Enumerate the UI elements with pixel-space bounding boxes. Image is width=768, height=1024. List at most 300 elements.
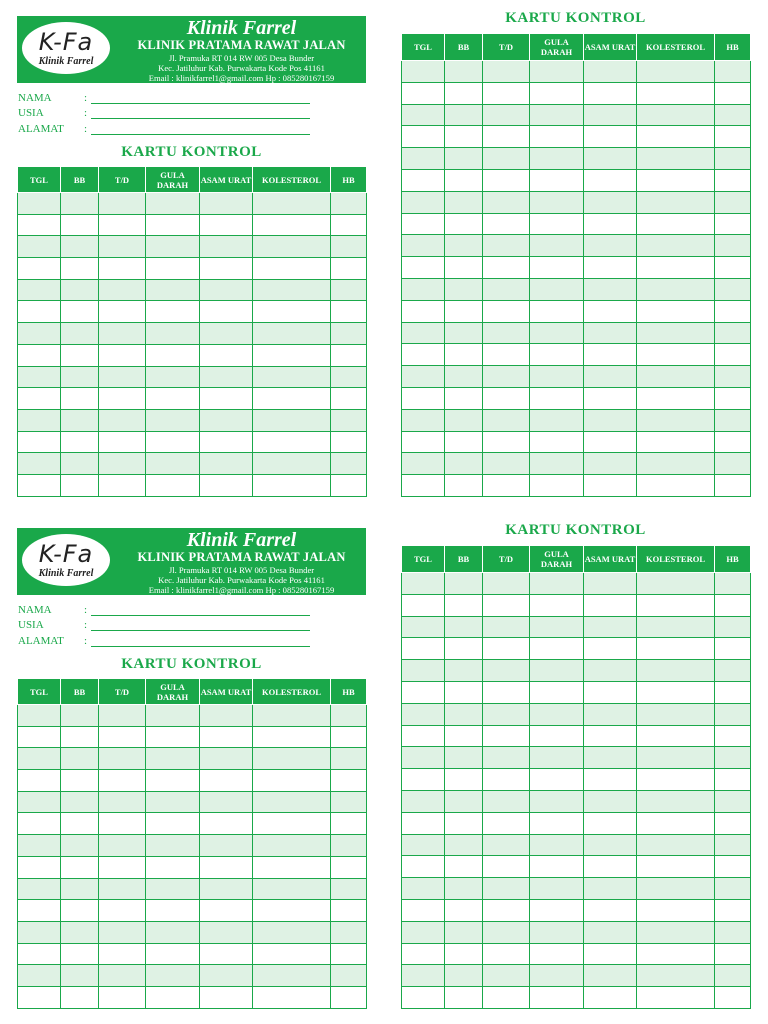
table-cell[interactable] — [200, 323, 253, 345]
table-cell[interactable] — [200, 236, 253, 258]
table-cell[interactable] — [483, 104, 530, 126]
table-cell[interactable] — [61, 813, 99, 835]
table-cell[interactable] — [146, 279, 200, 301]
table-cell[interactable] — [584, 812, 637, 834]
table-cell[interactable] — [445, 431, 483, 453]
table-cell[interactable] — [530, 453, 584, 475]
table-cell[interactable] — [530, 638, 584, 660]
table-cell[interactable] — [584, 703, 637, 725]
table-cell[interactable] — [146, 770, 200, 792]
table-cell[interactable] — [445, 82, 483, 104]
table-cell[interactable] — [61, 366, 99, 388]
table-cell[interactable] — [402, 921, 445, 943]
table-cell[interactable] — [637, 594, 715, 616]
table-cell[interactable] — [530, 300, 584, 322]
table-cell[interactable] — [445, 126, 483, 148]
table-cell[interactable] — [637, 235, 715, 257]
table-cell[interactable] — [331, 388, 367, 410]
table-cell[interactable] — [18, 726, 61, 748]
table-cell[interactable] — [200, 726, 253, 748]
table-cell[interactable] — [61, 474, 99, 496]
table-cell[interactable] — [402, 475, 445, 497]
table-cell[interactable] — [584, 878, 637, 900]
table-cell[interactable] — [584, 747, 637, 769]
table-cell[interactable] — [18, 943, 61, 965]
table-cell[interactable] — [402, 812, 445, 834]
table-cell[interactable] — [483, 453, 530, 475]
table-cell[interactable] — [584, 61, 637, 83]
table-cell[interactable] — [99, 431, 146, 453]
table-cell[interactable] — [530, 681, 584, 703]
table-cell[interactable] — [584, 681, 637, 703]
table-cell[interactable] — [146, 705, 200, 727]
table-cell[interactable] — [146, 236, 200, 258]
table-cell[interactable] — [445, 300, 483, 322]
table-cell[interactable] — [402, 61, 445, 83]
table-cell[interactable] — [637, 278, 715, 300]
table-cell[interactable] — [445, 453, 483, 475]
table-cell[interactable] — [200, 986, 253, 1008]
table-cell[interactable] — [99, 900, 146, 922]
table-cell[interactable] — [715, 431, 751, 453]
table-cell[interactable] — [253, 878, 331, 900]
table-cell[interactable] — [445, 965, 483, 987]
table-cell[interactable] — [18, 900, 61, 922]
table-cell[interactable] — [584, 475, 637, 497]
table-cell[interactable] — [530, 366, 584, 388]
table-cell[interactable] — [253, 835, 331, 857]
table-cell[interactable] — [99, 409, 146, 431]
table-cell[interactable] — [18, 965, 61, 987]
table-cell[interactable] — [483, 213, 530, 235]
table-cell[interactable] — [99, 214, 146, 236]
table-cell[interactable] — [18, 214, 61, 236]
table-cell[interactable] — [715, 747, 751, 769]
table-cell[interactable] — [99, 986, 146, 1008]
table-cell[interactable] — [61, 214, 99, 236]
table-cell[interactable] — [99, 193, 146, 215]
table-cell[interactable] — [483, 235, 530, 257]
table-cell[interactable] — [637, 921, 715, 943]
table-cell[interactable] — [637, 703, 715, 725]
field-line[interactable] — [91, 103, 310, 104]
field-line[interactable] — [91, 615, 310, 616]
table-cell[interactable] — [637, 965, 715, 987]
table-cell[interactable] — [530, 899, 584, 921]
table-cell[interactable] — [331, 279, 367, 301]
table-cell[interactable] — [99, 236, 146, 258]
table-cell[interactable] — [253, 431, 331, 453]
table-cell[interactable] — [99, 835, 146, 857]
table-cell[interactable] — [584, 790, 637, 812]
table-cell[interactable] — [253, 856, 331, 878]
table-cell[interactable] — [715, 475, 751, 497]
table-cell[interactable] — [715, 703, 751, 725]
table-cell[interactable] — [253, 474, 331, 496]
table-cell[interactable] — [715, 812, 751, 834]
table-cell[interactable] — [530, 191, 584, 213]
table-cell[interactable] — [445, 148, 483, 170]
table-cell[interactable] — [483, 856, 530, 878]
table-cell[interactable] — [402, 104, 445, 126]
table-cell[interactable] — [584, 409, 637, 431]
table-cell[interactable] — [584, 213, 637, 235]
table-cell[interactable] — [483, 322, 530, 344]
table-cell[interactable] — [200, 748, 253, 770]
table-cell[interactable] — [445, 790, 483, 812]
table-cell[interactable] — [584, 257, 637, 279]
table-cell[interactable] — [18, 705, 61, 727]
table-cell[interactable] — [483, 747, 530, 769]
table-cell[interactable] — [61, 705, 99, 727]
table-cell[interactable] — [715, 987, 751, 1009]
table-cell[interactable] — [61, 770, 99, 792]
table-cell[interactable] — [61, 388, 99, 410]
table-cell[interactable] — [637, 409, 715, 431]
table-cell[interactable] — [530, 409, 584, 431]
table-cell[interactable] — [483, 725, 530, 747]
table-cell[interactable] — [253, 813, 331, 835]
table-cell[interactable] — [402, 856, 445, 878]
table-cell[interactable] — [99, 301, 146, 323]
table-cell[interactable] — [715, 681, 751, 703]
table-cell[interactable] — [18, 236, 61, 258]
table-cell[interactable] — [61, 856, 99, 878]
table-cell[interactable] — [715, 104, 751, 126]
table-cell[interactable] — [146, 835, 200, 857]
table-cell[interactable] — [483, 660, 530, 682]
table-cell[interactable] — [584, 322, 637, 344]
table-cell[interactable] — [637, 834, 715, 856]
table-cell[interactable] — [530, 475, 584, 497]
table-cell[interactable] — [483, 769, 530, 791]
table-cell[interactable] — [200, 921, 253, 943]
table-cell[interactable] — [530, 594, 584, 616]
table-cell[interactable] — [402, 322, 445, 344]
table-cell[interactable] — [61, 965, 99, 987]
table-cell[interactable] — [483, 943, 530, 965]
table-cell[interactable] — [99, 474, 146, 496]
table-cell[interactable] — [253, 921, 331, 943]
table-cell[interactable] — [584, 594, 637, 616]
table-cell[interactable] — [99, 705, 146, 727]
table-cell[interactable] — [61, 878, 99, 900]
table-cell[interactable] — [483, 257, 530, 279]
table-cell[interactable] — [483, 616, 530, 638]
table-cell[interactable] — [253, 323, 331, 345]
table-cell[interactable] — [530, 82, 584, 104]
table-cell[interactable] — [99, 453, 146, 475]
table-cell[interactable] — [18, 921, 61, 943]
table-cell[interactable] — [715, 769, 751, 791]
table-cell[interactable] — [445, 61, 483, 83]
table-cell[interactable] — [200, 453, 253, 475]
table-cell[interactable] — [530, 431, 584, 453]
table-cell[interactable] — [637, 61, 715, 83]
table-cell[interactable] — [445, 213, 483, 235]
table-cell[interactable] — [253, 301, 331, 323]
table-cell[interactable] — [18, 474, 61, 496]
table-cell[interactable] — [61, 301, 99, 323]
table-cell[interactable] — [715, 856, 751, 878]
table-cell[interactable] — [61, 236, 99, 258]
table-cell[interactable] — [402, 899, 445, 921]
table-cell[interactable] — [99, 943, 146, 965]
table-cell[interactable] — [146, 409, 200, 431]
table-cell[interactable] — [715, 322, 751, 344]
table-cell[interactable] — [483, 431, 530, 453]
table-cell[interactable] — [331, 965, 367, 987]
table-cell[interactable] — [331, 258, 367, 280]
table-cell[interactable] — [402, 965, 445, 987]
table-cell[interactable] — [637, 987, 715, 1009]
table-cell[interactable] — [331, 236, 367, 258]
table-cell[interactable] — [637, 943, 715, 965]
table-cell[interactable] — [61, 900, 99, 922]
table-cell[interactable] — [445, 344, 483, 366]
table-cell[interactable] — [99, 726, 146, 748]
table-cell[interactable] — [483, 366, 530, 388]
table-cell[interactable] — [483, 638, 530, 660]
table-cell[interactable] — [637, 126, 715, 148]
table-cell[interactable] — [18, 323, 61, 345]
table-cell[interactable] — [530, 703, 584, 725]
table-cell[interactable] — [61, 835, 99, 857]
table-cell[interactable] — [253, 236, 331, 258]
table-cell[interactable] — [402, 344, 445, 366]
table-cell[interactable] — [445, 725, 483, 747]
table-cell[interactable] — [530, 987, 584, 1009]
table-cell[interactable] — [584, 387, 637, 409]
table-cell[interactable] — [146, 474, 200, 496]
table-cell[interactable] — [200, 835, 253, 857]
table-cell[interactable] — [402, 616, 445, 638]
table-cell[interactable] — [445, 878, 483, 900]
table-cell[interactable] — [253, 214, 331, 236]
table-cell[interactable] — [483, 812, 530, 834]
table-cell[interactable] — [637, 169, 715, 191]
table-cell[interactable] — [331, 705, 367, 727]
table-cell[interactable] — [584, 344, 637, 366]
table-cell[interactable] — [200, 388, 253, 410]
table-cell[interactable] — [483, 594, 530, 616]
table-cell[interactable] — [637, 475, 715, 497]
table-cell[interactable] — [584, 769, 637, 791]
table-cell[interactable] — [530, 387, 584, 409]
table-cell[interactable] — [637, 638, 715, 660]
table-cell[interactable] — [637, 790, 715, 812]
table-cell[interactable] — [200, 878, 253, 900]
table-cell[interactable] — [715, 594, 751, 616]
table-cell[interactable] — [715, 573, 751, 595]
table-cell[interactable] — [584, 300, 637, 322]
table-cell[interactable] — [402, 769, 445, 791]
table-cell[interactable] — [331, 791, 367, 813]
table-cell[interactable] — [715, 660, 751, 682]
table-cell[interactable] — [584, 278, 637, 300]
table-cell[interactable] — [483, 82, 530, 104]
table-cell[interactable] — [445, 616, 483, 638]
table-cell[interactable] — [637, 453, 715, 475]
table-cell[interactable] — [483, 899, 530, 921]
table-cell[interactable] — [402, 431, 445, 453]
table-cell[interactable] — [530, 660, 584, 682]
table-cell[interactable] — [584, 616, 637, 638]
table-cell[interactable] — [530, 856, 584, 878]
table-cell[interactable] — [331, 835, 367, 857]
table-cell[interactable] — [18, 301, 61, 323]
table-cell[interactable] — [402, 409, 445, 431]
table-cell[interactable] — [146, 726, 200, 748]
table-cell[interactable] — [253, 705, 331, 727]
table-cell[interactable] — [18, 279, 61, 301]
table-cell[interactable] — [402, 387, 445, 409]
table-cell[interactable] — [146, 453, 200, 475]
table-cell[interactable] — [637, 191, 715, 213]
table-cell[interactable] — [637, 213, 715, 235]
table-cell[interactable] — [99, 791, 146, 813]
table-cell[interactable] — [61, 193, 99, 215]
table-cell[interactable] — [331, 900, 367, 922]
table-cell[interactable] — [146, 921, 200, 943]
table-cell[interactable] — [99, 388, 146, 410]
table-cell[interactable] — [530, 769, 584, 791]
field-line[interactable] — [91, 630, 310, 631]
table-cell[interactable] — [200, 965, 253, 987]
table-cell[interactable] — [99, 878, 146, 900]
table-cell[interactable] — [445, 812, 483, 834]
table-cell[interactable] — [483, 387, 530, 409]
table-cell[interactable] — [584, 965, 637, 987]
table-cell[interactable] — [146, 388, 200, 410]
table-cell[interactable] — [99, 279, 146, 301]
table-cell[interactable] — [402, 257, 445, 279]
table-cell[interactable] — [637, 431, 715, 453]
table-cell[interactable] — [61, 986, 99, 1008]
table-cell[interactable] — [445, 366, 483, 388]
table-cell[interactable] — [200, 193, 253, 215]
table-cell[interactable] — [61, 258, 99, 280]
table-cell[interactable] — [99, 748, 146, 770]
table-cell[interactable] — [18, 791, 61, 813]
table-cell[interactable] — [445, 409, 483, 431]
table-cell[interactable] — [715, 148, 751, 170]
table-cell[interactable] — [253, 279, 331, 301]
table-cell[interactable] — [715, 409, 751, 431]
table-cell[interactable] — [402, 235, 445, 257]
table-cell[interactable] — [483, 987, 530, 1009]
table-cell[interactable] — [445, 660, 483, 682]
table-cell[interactable] — [584, 191, 637, 213]
table-cell[interactable] — [483, 126, 530, 148]
table-cell[interactable] — [402, 278, 445, 300]
table-cell[interactable] — [445, 987, 483, 1009]
table-cell[interactable] — [99, 258, 146, 280]
table-cell[interactable] — [584, 431, 637, 453]
table-cell[interactable] — [331, 726, 367, 748]
table-cell[interactable] — [253, 366, 331, 388]
table-cell[interactable] — [637, 856, 715, 878]
table-cell[interactable] — [637, 366, 715, 388]
table-cell[interactable] — [715, 899, 751, 921]
table-cell[interactable] — [253, 344, 331, 366]
table-cell[interactable] — [445, 235, 483, 257]
table-cell[interactable] — [483, 278, 530, 300]
table-cell[interactable] — [445, 638, 483, 660]
table-cell[interactable] — [200, 791, 253, 813]
table-cell[interactable] — [331, 856, 367, 878]
table-cell[interactable] — [530, 213, 584, 235]
table-cell[interactable] — [637, 573, 715, 595]
table-cell[interactable] — [715, 213, 751, 235]
table-cell[interactable] — [637, 148, 715, 170]
table-cell[interactable] — [331, 770, 367, 792]
table-cell[interactable] — [99, 323, 146, 345]
table-cell[interactable] — [402, 834, 445, 856]
table-cell[interactable] — [530, 747, 584, 769]
table-cell[interactable] — [637, 747, 715, 769]
table-cell[interactable] — [253, 258, 331, 280]
table-cell[interactable] — [483, 790, 530, 812]
table-cell[interactable] — [146, 856, 200, 878]
table-cell[interactable] — [331, 921, 367, 943]
table-cell[interactable] — [200, 770, 253, 792]
table-cell[interactable] — [146, 986, 200, 1008]
table-cell[interactable] — [715, 126, 751, 148]
table-cell[interactable] — [483, 344, 530, 366]
table-cell[interactable] — [584, 82, 637, 104]
table-cell[interactable] — [200, 900, 253, 922]
table-cell[interactable] — [146, 748, 200, 770]
table-cell[interactable] — [146, 878, 200, 900]
table-cell[interactable] — [637, 769, 715, 791]
table-cell[interactable] — [402, 453, 445, 475]
table-cell[interactable] — [146, 366, 200, 388]
table-cell[interactable] — [445, 921, 483, 943]
table-cell[interactable] — [584, 366, 637, 388]
table-cell[interactable] — [584, 638, 637, 660]
table-cell[interactable] — [402, 213, 445, 235]
table-cell[interactable] — [61, 279, 99, 301]
table-cell[interactable] — [530, 257, 584, 279]
table-cell[interactable] — [530, 148, 584, 170]
table-cell[interactable] — [402, 366, 445, 388]
table-cell[interactable] — [715, 965, 751, 987]
table-cell[interactable] — [530, 616, 584, 638]
table-cell[interactable] — [715, 300, 751, 322]
table-cell[interactable] — [253, 943, 331, 965]
table-cell[interactable] — [18, 409, 61, 431]
table-cell[interactable] — [483, 703, 530, 725]
table-cell[interactable] — [637, 660, 715, 682]
table-cell[interactable] — [18, 431, 61, 453]
table-cell[interactable] — [445, 278, 483, 300]
table-cell[interactable] — [146, 193, 200, 215]
table-cell[interactable] — [715, 191, 751, 213]
table-cell[interactable] — [530, 812, 584, 834]
table-cell[interactable] — [61, 344, 99, 366]
table-cell[interactable] — [530, 965, 584, 987]
table-cell[interactable] — [200, 214, 253, 236]
table-cell[interactable] — [99, 965, 146, 987]
table-cell[interactable] — [200, 258, 253, 280]
table-cell[interactable] — [402, 300, 445, 322]
table-cell[interactable] — [637, 681, 715, 703]
table-cell[interactable] — [715, 344, 751, 366]
table-cell[interactable] — [715, 878, 751, 900]
table-cell[interactable] — [483, 681, 530, 703]
table-cell[interactable] — [530, 278, 584, 300]
